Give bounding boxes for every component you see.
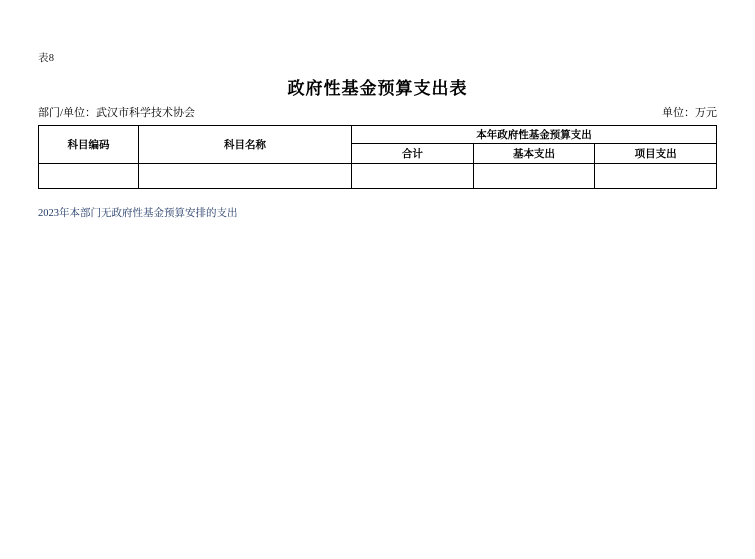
header-subject-code: 科目编码 — [39, 126, 139, 164]
header-subject-name: 科目名称 — [139, 126, 352, 164]
table-note: 2023年本部门无政府性基金预算安排的支出 — [38, 208, 238, 219]
department-label: 部门/单位：武汉市科学技术协会 — [38, 107, 196, 119]
header-project-expenditure: 项目支出 — [595, 144, 717, 164]
cell-total — [352, 164, 474, 189]
table-body — [39, 164, 717, 189]
page-title: 政府性基金预算支出表 — [287, 79, 468, 98]
header-total: 合计 — [352, 144, 474, 164]
table-header — [39, 126, 717, 164]
cell-subject-name — [139, 164, 352, 189]
cell-basic-expenditure — [473, 164, 595, 189]
table-row — [39, 164, 717, 189]
unit-label: 单位：万元 — [662, 107, 717, 119]
budget-table — [38, 125, 717, 189]
header-basic-expenditure: 基本支出 — [473, 144, 595, 164]
cell-subject-code — [39, 164, 139, 189]
meta-row — [38, 104, 717, 120]
table-header-row-1 — [39, 126, 717, 144]
cell-project-expenditure — [595, 164, 717, 189]
sheet-label: 表8 — [38, 53, 55, 64]
header-fund-budget-expenditure: 本年政府性基金预算支出 — [352, 126, 717, 144]
